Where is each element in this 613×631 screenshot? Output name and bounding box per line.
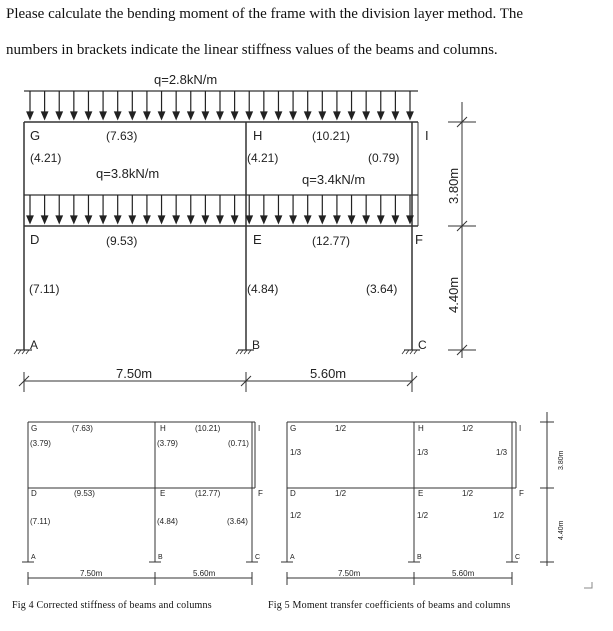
node-c: C	[418, 338, 427, 352]
load-arrow-head	[349, 112, 355, 119]
load-arrow-head	[290, 112, 296, 119]
load-arrow-head	[42, 216, 48, 223]
fig5-height-bottom: 4.40m	[558, 520, 565, 540]
fig5-coef-eb: 1/2	[417, 511, 429, 520]
stiff-eb: (4.84)	[247, 282, 279, 296]
stiff-gh: (7.63)	[106, 129, 138, 143]
fig5-node-b: B	[417, 554, 422, 561]
load-arrow-head	[27, 112, 33, 119]
load-arrow-head	[246, 112, 252, 119]
load-arrow-head	[319, 216, 325, 223]
fig4-node-h: H	[160, 424, 166, 433]
load-arrow-head	[378, 216, 384, 223]
question-line-1: Please calculate the bending moment of the frame with the division layer method. The	[6, 6, 524, 22]
load-arrow-head	[305, 216, 311, 223]
load-arrow-head	[305, 112, 311, 119]
load-arrow-head	[363, 112, 369, 119]
fig4-stiff-fc: (3.64)	[227, 517, 248, 526]
fig4-node-f: F	[258, 489, 263, 498]
load-arrow-head	[202, 112, 208, 119]
fig5-node-c: C	[515, 554, 521, 561]
return-mark-icon	[584, 582, 592, 588]
fig4-node-g: G	[31, 424, 38, 433]
stiff-hi: (10.21)	[312, 129, 351, 143]
load-arrow-head	[232, 112, 238, 119]
fig4-node-d: D	[31, 489, 37, 498]
top-load-arrows	[27, 91, 413, 119]
load-arrow-head	[378, 112, 384, 119]
load-arrow-head	[188, 112, 194, 119]
fig5-node-g: G	[290, 424, 297, 433]
fig5-span-left: 7.50m	[338, 569, 361, 578]
fig4-stiff-ef: (12.77)	[195, 489, 221, 498]
fig4-stiff-de: (9.53)	[74, 489, 95, 498]
fig4-node-a: A	[31, 554, 36, 561]
fig4-stiff-gh: (7.63)	[72, 424, 93, 433]
load-arrow-head	[115, 112, 121, 119]
fig4-stiff-da: (7.11)	[30, 517, 51, 526]
height-top: 3.80m	[446, 167, 461, 204]
fig4-caption: Fig 4 Corrected stiffness of beams and columns	[12, 600, 212, 611]
load-arrow-head	[290, 216, 296, 223]
load-arrow-head	[129, 216, 135, 223]
fig4-node-e: E	[160, 489, 166, 498]
load-arrow-head	[349, 216, 355, 223]
load-arrow-head	[56, 216, 62, 223]
fig4-stiff-gd: (3.79)	[30, 439, 51, 448]
load-arrow-head	[363, 216, 369, 223]
fig4-node-i: I	[258, 424, 261, 433]
fig5-node-i: I	[519, 424, 522, 433]
load-arrow-head	[42, 112, 48, 119]
load-arrow-head	[159, 112, 165, 119]
fig5-height-top: 3.80m	[558, 450, 565, 470]
load-arrow-head	[334, 112, 340, 119]
fig5-node-f: F	[519, 489, 524, 498]
load-arrow-head	[144, 112, 150, 119]
load-arrow-head	[334, 216, 340, 223]
fig4-span-right: 5.60m	[193, 569, 216, 578]
load-arrow-head	[27, 216, 33, 223]
fig5-span-right: 5.60m	[452, 569, 475, 578]
mid-load-arrows	[27, 195, 413, 223]
fig4-stiff-he: (3.79)	[157, 439, 178, 448]
load-arrow-head	[85, 216, 91, 223]
node-d: D	[30, 232, 40, 247]
stiff-da: (7.11)	[29, 282, 60, 296]
fig5-coef-if: 1/3	[496, 448, 508, 457]
fig4-stiff-hi: (10.21)	[195, 424, 221, 433]
load-arrow-head	[202, 216, 208, 223]
load-arrow-head	[392, 112, 398, 119]
load-arrow-head	[319, 112, 325, 119]
fig5-coef-ef: 1/2	[462, 489, 474, 498]
main-frame	[14, 91, 476, 392]
span-right: 5.60m	[310, 366, 347, 381]
fig5-coef-da: 1/2	[290, 511, 302, 520]
load-mid-left-label: q=3.8kN/m	[96, 166, 160, 181]
fig5-node-d: D	[290, 489, 296, 498]
load-arrow-head	[275, 112, 281, 119]
fig5-node-a: A	[290, 554, 295, 561]
fig5-caption: Fig 5 Moment transfer coefficients of beams and columns	[268, 600, 511, 611]
node-h: H	[253, 128, 263, 143]
fig5-coef-he: 1/3	[417, 448, 429, 457]
stiff-if: (0.79)	[368, 151, 400, 165]
load-arrow-head	[115, 216, 121, 223]
load-arrow-head	[261, 216, 267, 223]
load-arrow-head	[407, 112, 413, 119]
fig4-node-b: B	[158, 554, 163, 561]
stiff-de: (9.53)	[106, 234, 138, 248]
load-arrow-head	[85, 112, 91, 119]
load-arrow-head	[71, 216, 77, 223]
node-i: I	[425, 128, 429, 143]
load-arrow-head	[173, 112, 179, 119]
fig5-coef-hi: 1/2	[462, 424, 474, 433]
fig4-frame	[22, 422, 261, 585]
load-arrow-head	[217, 216, 223, 223]
fig5-coef-fc: 1/2	[493, 511, 505, 520]
fig4-span-left: 7.50m	[80, 569, 103, 578]
node-a: A	[30, 338, 39, 352]
load-arrow-head	[188, 216, 194, 223]
node-f: F	[415, 232, 423, 247]
fig5-node-h: H	[418, 424, 424, 433]
load-arrow-head	[261, 112, 267, 119]
fig4-node-c: C	[255, 554, 261, 561]
fig5-node-e: E	[418, 489, 424, 498]
fig5-coef-gh: 1/2	[335, 424, 347, 433]
height-bottom: 4.40m	[446, 276, 461, 313]
span-left: 7.50m	[116, 366, 153, 381]
load-arrow-head	[159, 216, 165, 223]
load-mid-right-label: q=3.4kN/m	[302, 172, 366, 187]
stiff-gd: (4.21)	[30, 151, 62, 165]
load-arrow-head	[71, 112, 77, 119]
load-arrow-head	[173, 216, 179, 223]
load-arrow-head	[275, 216, 281, 223]
fig5-coef-gd: 1/3	[290, 448, 302, 457]
fig4-stiff-if: (0.71)	[228, 439, 249, 448]
load-arrow-head	[100, 216, 106, 223]
node-g: G	[30, 128, 41, 143]
node-e: E	[253, 232, 262, 247]
load-arrow-head	[144, 216, 150, 223]
fig4-stiff-eb: (4.84)	[157, 517, 178, 526]
fig5-coef-de: 1/2	[335, 489, 347, 498]
load-arrow-head	[100, 112, 106, 119]
question-line-2: numbers in brackets indicate the linear stiffness values of the beams and columns.	[6, 42, 498, 58]
load-arrow-head	[129, 112, 135, 119]
load-top-label: q=2.8kN/m	[154, 72, 218, 87]
stiff-ef: (12.77)	[312, 234, 351, 248]
stiff-he: (4.21)	[247, 151, 279, 165]
node-b: B	[252, 338, 261, 352]
stiff-fc: (3.64)	[366, 282, 398, 296]
load-arrow-head	[56, 112, 62, 119]
load-arrow-head	[217, 112, 223, 119]
load-arrow-head	[392, 216, 398, 223]
load-arrow-head	[232, 216, 238, 223]
load-arrow-head	[246, 216, 252, 223]
